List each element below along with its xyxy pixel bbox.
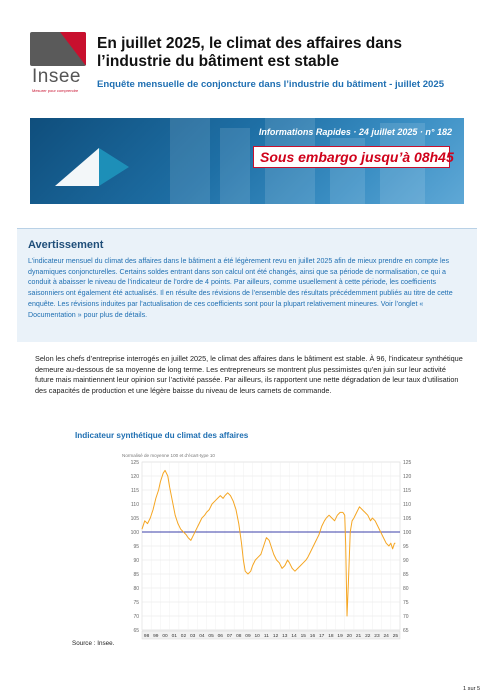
y-tick-label-left: 120: [130, 473, 139, 480]
page-title: En juillet 2025, le climat des affaires dans l’industrie du bâtiment est stable: [97, 35, 402, 70]
y-tick-label-left: 75: [133, 599, 139, 606]
x-tick-label: 13: [282, 634, 288, 639]
x-tick-label: 10: [254, 634, 260, 639]
x-tick-label: 06: [217, 634, 223, 639]
y-tick-label-right: 105: [403, 515, 412, 522]
y-tick-label-right: 80: [403, 585, 409, 592]
y-tick-label-left: 115: [131, 487, 139, 494]
y-tick-label-left: 95: [133, 543, 139, 550]
x-tick-label: 21: [355, 634, 362, 639]
x-tick-label: 05: [208, 634, 214, 639]
y-tick-label-right: 65: [403, 627, 409, 634]
logo-mark-icon: [30, 32, 86, 66]
y-tick-label-right: 95: [403, 543, 409, 550]
warning-text: L’indicateur mensuel du climat des affaires dans le bâtiment a été légèrement revu en juillet 2025 afin de mieux prendre en compte les dynamiques conjoncturelles. Certains soldes entrant dans son calcul ont été changés, ainsi que sa période de normalisation, ce qui a conduit à abaisser le niveau de l’indicateur de l’ordre de 4 points. Par ailleurs, comme usuellement à cette période, les coefficients saisonniers ont également été actualisés. Il en résulte des révisions de l’ensemble des résultats précédemment publiés au titre de cette enquête. Les révisions induites par l’actualisation de ces coefficients sont pour la plupart relativement mineures. Voir l’onglet « Documentation » pour plus de détails.: [28, 257, 453, 319]
publication-info: Informations Rapides · 24 juillet 2025 · n° 182: [258, 127, 452, 137]
y-tick-label-left: 80: [133, 585, 139, 592]
x-tick-label: 24: [383, 634, 389, 639]
embargo-notice: Sous embargo jusqu’à 08h45: [253, 146, 450, 168]
warning-box: [17, 228, 477, 342]
x-tick-label: 07: [226, 634, 233, 639]
banner-triangle-icon: [55, 148, 99, 186]
warning-title: Avertissement: [28, 239, 104, 251]
y-tick-label-right: 115: [403, 487, 411, 494]
x-tick-label: 98: [143, 634, 150, 639]
x-tick-label: 04: [199, 634, 205, 639]
y-tick-label-left: 85: [133, 571, 139, 578]
y-tick-label-right: 85: [403, 571, 409, 578]
x-tick-label: 20: [346, 634, 352, 639]
source-note: Source : Insee.: [72, 640, 115, 647]
x-tick-label: 09: [245, 634, 251, 639]
x-tick-label: 17: [319, 634, 325, 639]
y-tick-label-left: 110: [131, 501, 139, 508]
x-tick-label: 11: [263, 634, 269, 639]
x-tick-label: 19: [337, 634, 343, 639]
x-tick-label: 02: [180, 634, 187, 639]
x-tick-label: 03: [190, 634, 196, 639]
y-tick-label-right: 120: [403, 473, 412, 480]
y-tick-label-right: 125: [403, 459, 412, 466]
body-paragraph: Selon les chefs d’entreprise interrogés en juillet 2025, le climat des affaires dans le bâtiment est stable. À 96, l’indicateur synthétique demeure au-dessous de sa moyenne de long terme. Les entrepreneurs se montrent plus pessimistes qu’en juin sur leur activité future mais maintiennent leur opinion sur l’activité passée. Par ailleurs, ils rapportent une nette dégradation de leur taux d’utilisation des capacités de production et une légère baisse du niveau de leurs carnets de commande.: [35, 354, 463, 395]
x-tick-label: 15: [300, 634, 306, 639]
page-subtitle: Enquête mensuelle de conjoncture dans l’industrie du bâtiment - juillet 2025: [97, 79, 445, 90]
y-tick-label-right: 75: [403, 599, 409, 606]
x-tick-label: 18: [328, 634, 334, 639]
y-tick-label-left: 100: [130, 529, 139, 536]
x-tick-label: 25: [392, 634, 399, 639]
y-tick-label-right: 70: [403, 613, 409, 620]
page-number: 1 sur 5: [463, 686, 481, 692]
y-tick-label-right: 110: [403, 501, 411, 508]
insee-logo: [30, 32, 86, 94]
y-tick-label-left: 125: [130, 459, 139, 466]
logo-word: Insee: [32, 66, 81, 87]
business-climate-chart: [120, 448, 420, 648]
publication-banner: [30, 118, 464, 204]
x-tick-label: 22: [365, 634, 371, 639]
x-tick-label: 23: [374, 634, 380, 639]
x-tick-label: 16: [309, 634, 316, 639]
x-tick-label: 12: [272, 634, 279, 639]
x-tick-label: 99: [153, 634, 159, 639]
y-tick-label-left: 70: [133, 613, 139, 620]
x-tick-label: 00: [162, 634, 168, 639]
y-tick-label-right: 100: [403, 529, 412, 536]
y-tick-label-left: 65: [133, 627, 139, 634]
x-tick-label: 08: [236, 634, 242, 639]
x-tick-label: 14: [291, 634, 297, 639]
x-tick-label: 01: [171, 634, 177, 639]
y-tick-label-right: 90: [403, 557, 409, 564]
y-axis-label: Normalisé de moyenne 100 et d’écart-type 10: [122, 453, 215, 458]
y-tick-label-left: 105: [130, 515, 139, 522]
y-tick-label-left: 90: [133, 557, 139, 564]
logo-tagline: Mesurer pour comprendre: [32, 88, 79, 93]
banner-arrow-icon: [99, 148, 129, 186]
chart-title: Indicateur synthétique du climat des affaires: [75, 431, 249, 440]
